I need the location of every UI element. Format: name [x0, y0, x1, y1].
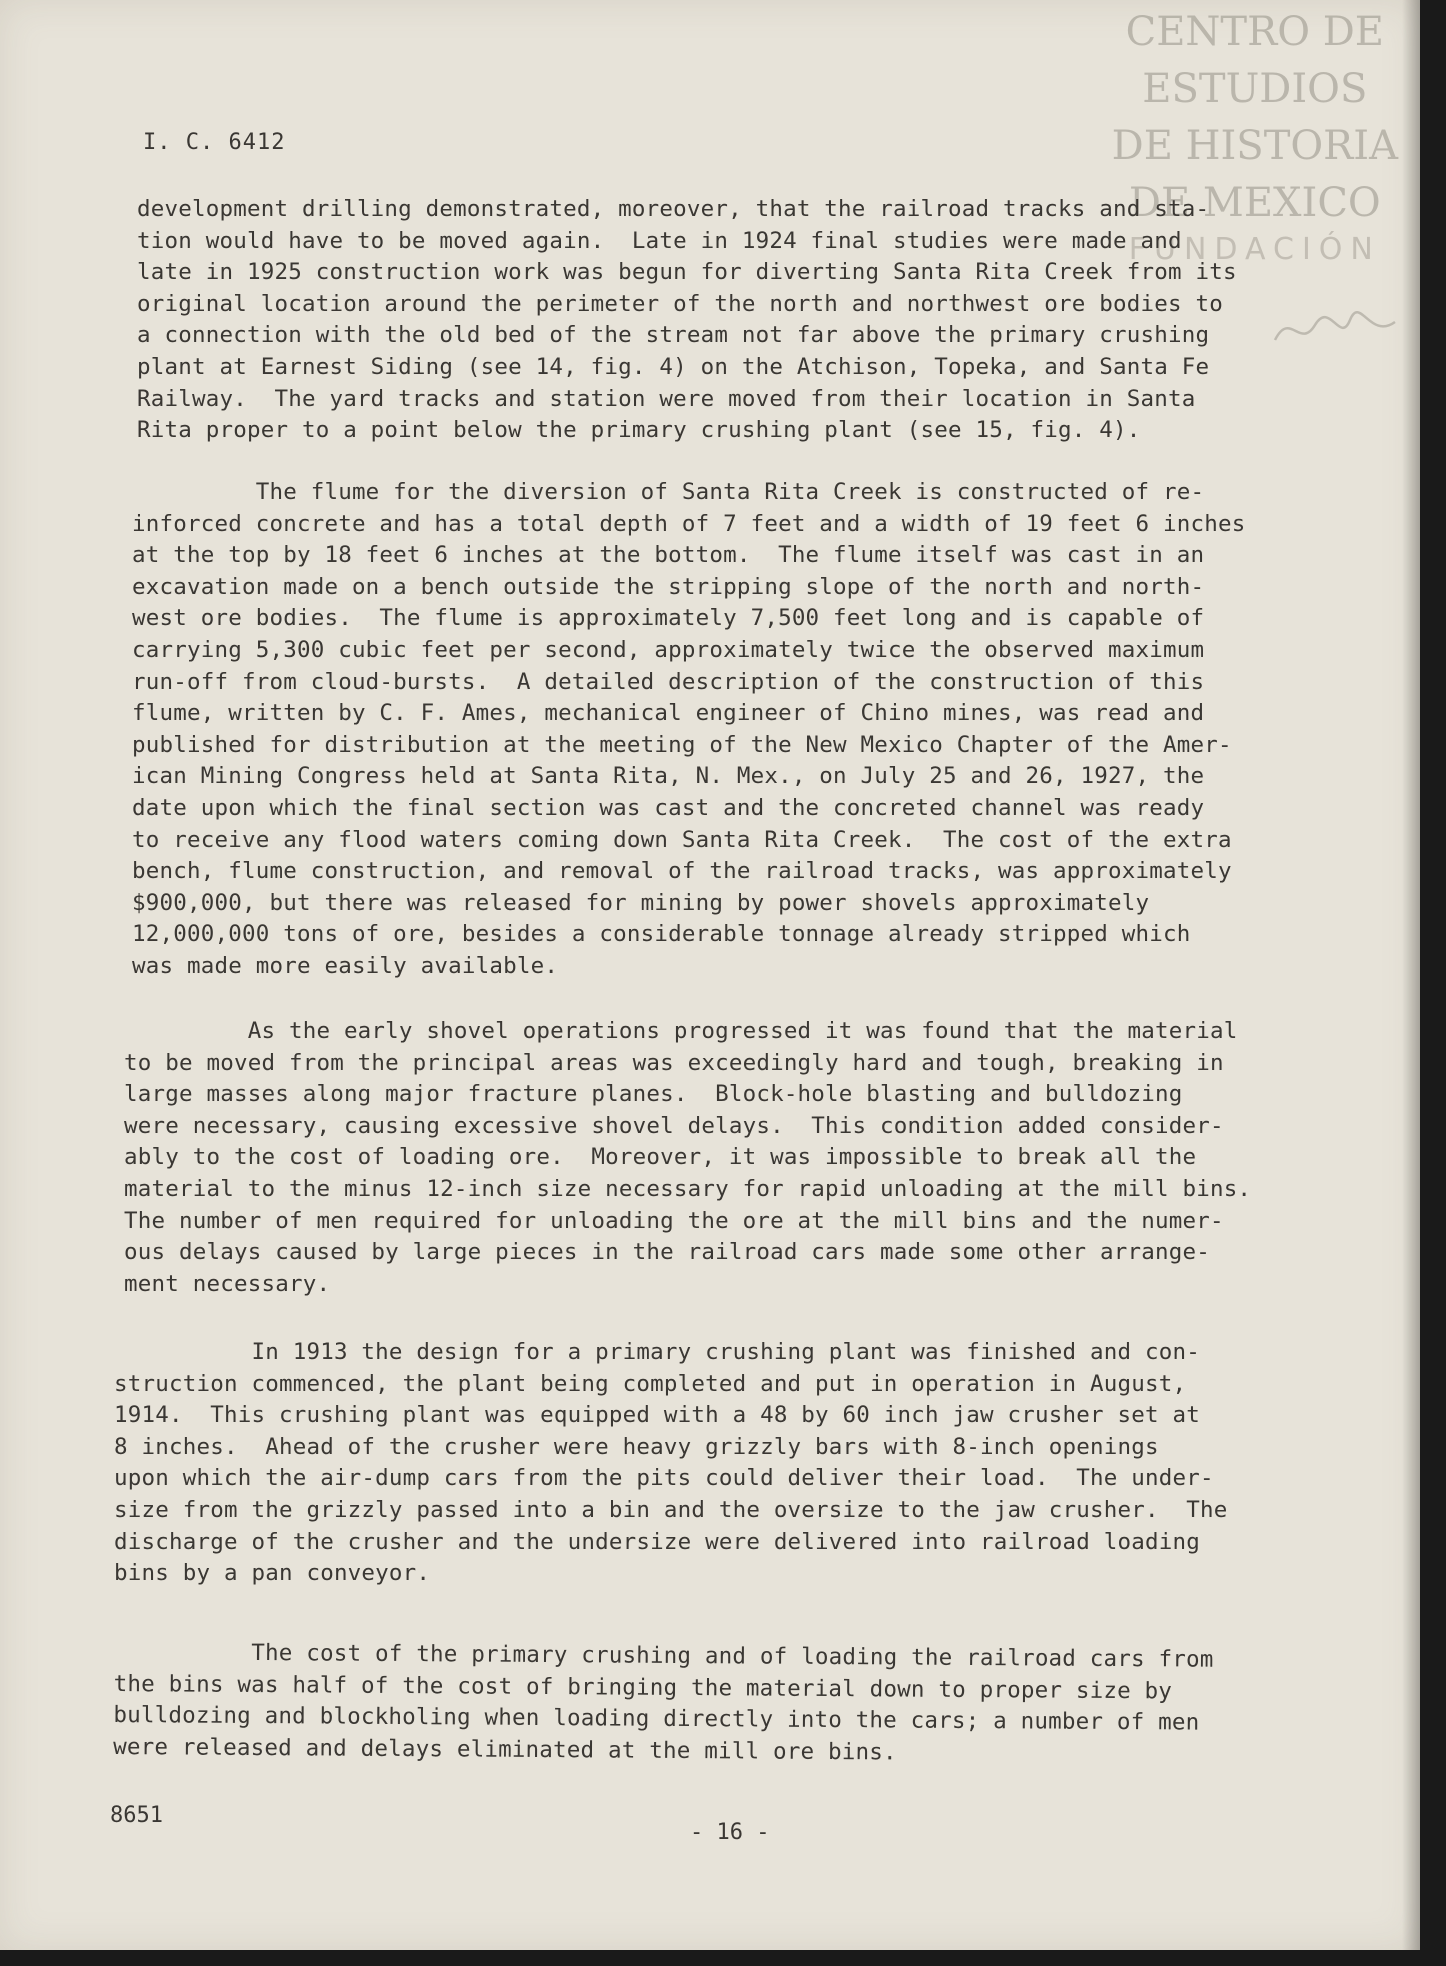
- text-line: The cost of the primary crushing and of loading the railroad cars from: [113, 1639, 1214, 1673]
- text-line: carrying 5,300 cubic feet per second, approximately twice the observed maximum: [132, 636, 1205, 663]
- text-line: large masses along major fracture planes. Block-hole blasting and bulldozing: [124, 1081, 1183, 1108]
- text-line: bulldozing and blockholing when loading directly into the cars; a number of men: [113, 1702, 1200, 1736]
- text-line: bench, flume construction, and removal of the railroad tracks, was approximately: [132, 858, 1232, 885]
- text-line: date upon which the final section was cast and the concreted channel was ready: [132, 794, 1205, 821]
- watermark-foundation: FUNDACIÓN: [1128, 232, 1381, 267]
- text-line: struction commenced, the plant being completed and put in operation in August,: [114, 1370, 1187, 1397]
- text-line: plant at Earnest Siding (see 14, fig. 4) on the Atchison, Topeka, and Santa Fe: [137, 353, 1210, 380]
- text-line: was made more easily available.: [132, 952, 559, 979]
- text-line: Railway. The yard tracks and station were moved from their location in Santa: [137, 385, 1196, 412]
- text-line: a connection with the old bed of the stream not far above the primary crushing: [137, 322, 1210, 349]
- text-line: As the early shovel operations progressed it was found that the material: [124, 1018, 1238, 1044]
- text-line: published for distribution at the meeting of the New Mexico Chapter of the Amer-: [132, 731, 1232, 758]
- text-line: ous delays caused by large pieces in the railroad cars made some other arrange-: [124, 1239, 1210, 1266]
- text-line: development drilling demonstrated, moreover, that the railroad tracks and sta-: [137, 196, 1210, 222]
- text-line: flume, written by C. F. Ames, mechanical engineer of Chino mines, was read and: [132, 700, 1205, 727]
- text-line: upon which the air-dump cars from the pits could deliver their load. The under-: [114, 1465, 1214, 1492]
- text-line: tion would have to be moved again. Late in 1924 final studies were made and: [137, 227, 1182, 254]
- text-line: ment necessary.: [124, 1270, 331, 1297]
- text-line: 1914. This crushing plant was equipped with a 48 by 60 inch jaw crusher set at: [114, 1402, 1200, 1429]
- text-line: excavation made on a bench outside the stripping slope of the north and north-: [132, 573, 1205, 600]
- text-line: were released and delays eliminated at the mill ore bins.: [113, 1733, 897, 1766]
- text-line: west ore bodies. The flume is approximately 7,500 feet long and is capable of: [132, 605, 1205, 632]
- page-number: - 16 -: [690, 1820, 770, 1845]
- document-reference: I. C. 6412: [143, 130, 286, 155]
- text-line: The flume for the diversion of Santa Rita Creek is constructed of re-: [132, 479, 1205, 505]
- footer-code: 8651: [110, 1803, 163, 1828]
- watermark-line: DE MEXICO: [1128, 180, 1381, 226]
- text-line: size from the grizzly passed into a bin and the oversize to the jaw crusher. The: [114, 1496, 1228, 1523]
- paragraph: [132, 477, 1245, 983]
- text-line: material to the minus 12-inch size necessary for rapid unloading at the mill bins.: [124, 1175, 1252, 1202]
- text-line: 8 inches. Ahead of the crusher were heavy grizzly bars with 8-inch openings: [114, 1433, 1159, 1460]
- paragraph: [137, 194, 1237, 447]
- text-line: bins by a pan conveyor.: [114, 1560, 431, 1587]
- text-line: at the top by 18 feet 6 inches at the bottom. The flume itself was cast in an: [132, 542, 1205, 569]
- paragraph: [113, 1637, 1214, 1771]
- text-line: to be moved from the principal areas was exceedingly hard and tough, breaking in: [124, 1049, 1224, 1076]
- text-line: The number of men required for unloading the ore at the mill bins and the numer-: [124, 1207, 1224, 1234]
- paragraph: [114, 1337, 1227, 1590]
- text-line: late in 1925 construction work was begun for diverting Santa Rita Creek from its: [137, 259, 1237, 286]
- text-line: Rita proper to a point below the primary crushing plant (see 15, fig. 4).: [137, 417, 1141, 444]
- text-line: In 1913 the design for a primary crushing plant was finished and con-: [114, 1339, 1200, 1365]
- text-line: the bins was half of the cost of bringing the material down to proper size by: [113, 1670, 1173, 1704]
- text-line: discharge of the crusher and the undersize were delivered into railroad loading: [114, 1528, 1200, 1555]
- text-line: $900,000, but there was released for mining by power shovels approximately: [132, 889, 1150, 916]
- text-line: original location around the perimeter of the north and northwest ore bodies to: [137, 290, 1223, 317]
- text-line: inforced concrete and has a total depth of 7 feet and a width of 19 feet 6 inches: [132, 510, 1246, 537]
- text-line: were necessary, causing excessive shovel delays. This condition added consider-: [124, 1112, 1224, 1139]
- text-line: to receive any flood waters coming down Santa Rita Creek. The cost of the extra: [132, 826, 1232, 853]
- text-line: ably to the cost of loading ore. Moreover, it was impossible to break all the: [124, 1144, 1197, 1171]
- signature-watermark-icon: [1270, 300, 1400, 360]
- paragraph: [124, 1016, 1251, 1300]
- watermark-line: ESTUDIOS: [1142, 66, 1368, 112]
- text-line: 12,000,000 tons of ore, besides a considerable tonnage already stripped which: [132, 921, 1191, 948]
- text-line: run-off from cloud-bursts. A detailed description of the construction of this: [132, 668, 1205, 695]
- watermark-line: DE HISTORIA: [1111, 123, 1398, 169]
- watermark-line: CENTRO DE: [1125, 9, 1385, 55]
- text-line: ican Mining Congress held at Santa Rita, N. Mex., on July 25 and 26, 1927, the: [132, 763, 1205, 790]
